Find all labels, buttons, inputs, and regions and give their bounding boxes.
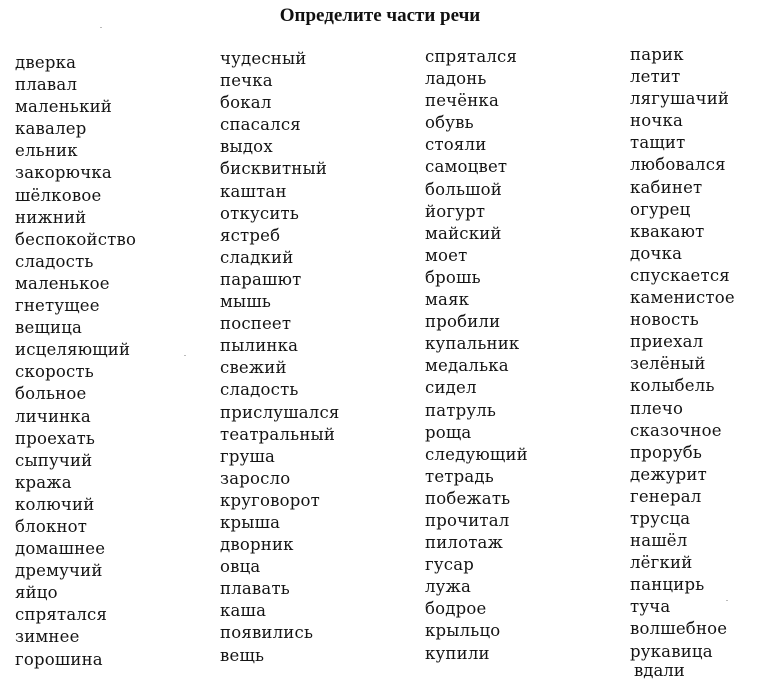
- word-item: квакают: [630, 221, 705, 241]
- word-item: купили: [425, 643, 490, 663]
- word-item: рукавица: [630, 641, 713, 661]
- word-item: скорость: [15, 362, 94, 382]
- word-item: сладкий: [220, 247, 294, 267]
- word-item: дремучий: [15, 561, 103, 581]
- word-item: тащит: [630, 133, 686, 153]
- cut-off-word: [634, 661, 685, 680]
- word-item: печка: [220, 71, 273, 91]
- word-item: вещица: [15, 318, 83, 338]
- word-item: горошина: [15, 649, 103, 669]
- word-item: блокнот: [15, 516, 88, 536]
- word-item: любовался: [630, 155, 726, 175]
- word-item: сладость: [220, 380, 299, 400]
- word-item: бисквитный: [220, 159, 328, 179]
- word-item: обувь: [425, 113, 474, 133]
- word-item: моет: [425, 245, 468, 265]
- word-item: каменистое: [630, 288, 735, 308]
- word-item: маяк: [425, 290, 470, 310]
- word-item: сыпучий: [15, 450, 93, 470]
- word-item: плавал: [15, 75, 78, 95]
- word-item: зелёный: [630, 354, 706, 374]
- word-item: театральный: [220, 424, 336, 444]
- word-item: лужа: [425, 577, 472, 597]
- word-item: маленький: [15, 97, 113, 117]
- word-item: лёгкий: [630, 553, 693, 573]
- word-item: крыша: [220, 512, 281, 532]
- word-column-3: [425, 46, 528, 665]
- word-item: кража: [15, 472, 72, 492]
- word-column-1: [15, 52, 136, 671]
- word-item: свежий: [220, 358, 287, 378]
- word-item: сидел: [425, 378, 477, 398]
- word-item: заросло: [220, 468, 291, 488]
- word-item: тетрадь: [425, 466, 494, 486]
- word-column-4: [630, 44, 735, 663]
- word-item: дежурит: [630, 464, 707, 484]
- word-item: волшебное: [630, 619, 728, 639]
- word-item: спрятался: [15, 605, 108, 625]
- word-item: колючий: [15, 494, 95, 514]
- word-item: туча: [630, 597, 671, 617]
- word-item: появились: [220, 623, 314, 643]
- word-item: кавалер: [15, 119, 87, 139]
- word-item: чудесный: [220, 49, 307, 68]
- word-item: проехать: [15, 428, 96, 448]
- word-item: овца: [220, 557, 261, 577]
- word-item: приехал: [630, 332, 704, 352]
- word-item: побежать: [425, 488, 511, 508]
- word-item: спасался: [220, 115, 301, 135]
- word-item: сказочное: [630, 420, 722, 440]
- cut-off-word-text: вдали: [634, 661, 685, 680]
- word-item: вещь: [220, 645, 265, 665]
- word-item: колыбель: [630, 376, 715, 396]
- word-item: шёлковое: [15, 185, 102, 205]
- word-item: гнетущее: [15, 296, 100, 316]
- word-item: дворник: [220, 535, 294, 555]
- word-item: нашёл: [630, 531, 688, 551]
- word-item: следующий: [425, 444, 528, 464]
- word-item: прочитал: [425, 510, 510, 530]
- word-item: дочка: [630, 243, 683, 263]
- word-item: летит: [630, 67, 681, 87]
- word-item: больное: [15, 384, 87, 404]
- word-item: кабинет: [630, 177, 703, 197]
- word-item: трусца: [630, 508, 691, 528]
- word-item: пылинка: [220, 336, 299, 356]
- word-item: ястреб: [220, 225, 281, 245]
- word-item: бодрое: [425, 599, 487, 619]
- word-item: панцирь: [630, 575, 705, 595]
- word-item: гусар: [425, 555, 474, 575]
- word-item: пилотаж: [425, 533, 503, 553]
- word-item: ельник: [15, 141, 78, 161]
- word-item: круговорот: [220, 490, 321, 510]
- word-item: плавать: [220, 579, 290, 599]
- scan-speck: [184, 355, 186, 356]
- word-item: плечо: [630, 398, 684, 418]
- word-item: прорубь: [630, 442, 703, 462]
- word-item: медалька: [425, 356, 509, 376]
- word-item: сладость: [15, 251, 94, 271]
- word-item: закорючка: [15, 163, 112, 183]
- word-item: огурец: [630, 199, 691, 219]
- word-item: патруль: [425, 400, 497, 420]
- word-column-2: [220, 48, 340, 667]
- word-item: крыльцо: [425, 621, 501, 641]
- word-item: поспеет: [220, 314, 292, 334]
- word-item: каштан: [220, 181, 287, 201]
- word-item: выдох: [220, 137, 273, 157]
- word-item: большой: [425, 179, 503, 199]
- word-item: брошь: [425, 267, 481, 287]
- word-item: ночка: [630, 111, 683, 131]
- word-item: беспокойство: [15, 229, 137, 249]
- scan-speck: [726, 600, 728, 601]
- word-item: каша: [220, 601, 267, 621]
- word-item: бокал: [220, 93, 272, 113]
- word-item: груша: [220, 446, 276, 466]
- word-item: печёнка: [425, 91, 499, 111]
- word-item: яйцо: [15, 583, 58, 603]
- word-item: генерал: [630, 486, 702, 506]
- word-item: роща: [425, 422, 472, 442]
- word-item: маленькое: [15, 273, 110, 293]
- word-item: спрятался: [425, 47, 518, 66]
- word-item: самоцвет: [425, 157, 508, 177]
- word-item: прислушался: [220, 402, 340, 422]
- word-item: дверка: [15, 53, 77, 72]
- word-item: спускается: [630, 265, 730, 285]
- word-item: личинка: [15, 406, 91, 426]
- word-item: пробили: [425, 312, 501, 332]
- word-item: парик: [630, 45, 684, 64]
- word-item: майский: [425, 223, 502, 243]
- word-item: мышь: [220, 292, 272, 312]
- word-item: новость: [630, 310, 699, 330]
- page-title: Определите части речи: [279, 5, 481, 26]
- word-item: исцеляющий: [15, 340, 131, 360]
- scan-speck: [100, 27, 102, 28]
- word-item: лягушачий: [630, 89, 730, 109]
- word-item: купальник: [425, 334, 520, 354]
- word-item: ладонь: [425, 69, 487, 89]
- word-item: зимнее: [15, 627, 80, 647]
- word-item: парашют: [220, 269, 302, 289]
- word-item: нижний: [15, 207, 87, 227]
- word-item: йогурт: [425, 201, 486, 221]
- word-item: домашнее: [15, 539, 106, 559]
- word-item: откусить: [220, 203, 300, 223]
- word-item: стояли: [425, 135, 487, 155]
